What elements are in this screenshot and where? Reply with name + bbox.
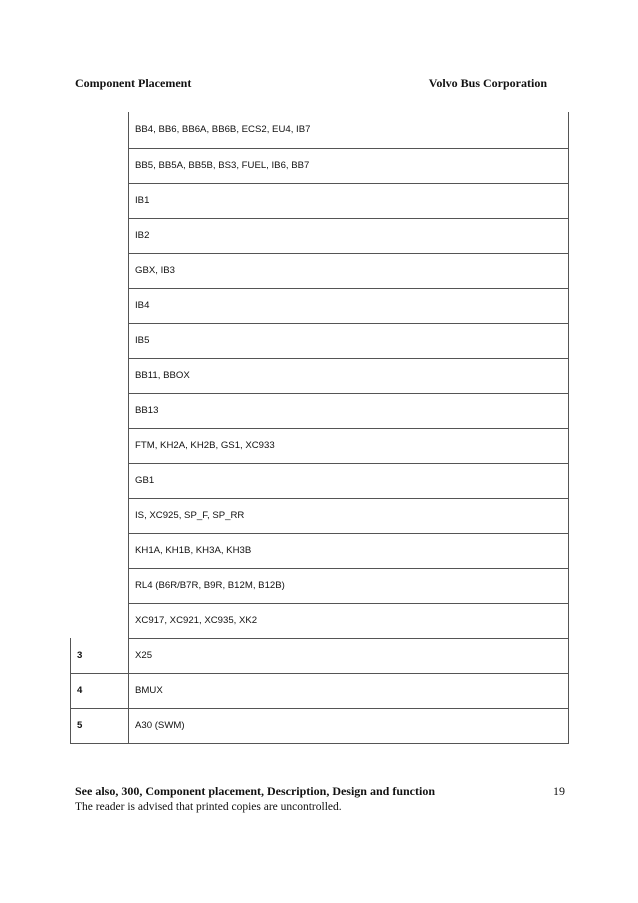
component-table-container (70, 112, 569, 744)
row-number-cell (71, 183, 129, 218)
row-number-cell: 4 (71, 673, 129, 708)
table-row (71, 288, 569, 323)
component-codes-cell: BB11, BBOX (129, 358, 569, 393)
row-number-cell (71, 533, 129, 568)
table-row (71, 638, 569, 673)
component-codes-cell: XC917, XC921, XC935, XK2 (129, 603, 569, 638)
table-row (71, 253, 569, 288)
component-codes-cell: BB4, BB6, BB6A, BB6B, ECS2, EU4, IB7 (129, 112, 569, 148)
table-row (71, 708, 569, 743)
row-number-cell (71, 568, 129, 603)
component-codes-cell: IB2 (129, 218, 569, 253)
table-row (71, 533, 569, 568)
component-codes-cell: IS, XC925, SP_F, SP_RR (129, 498, 569, 533)
component-codes-cell: GBX, IB3 (129, 253, 569, 288)
row-number-cell (71, 148, 129, 183)
component-codes-cell: RL4 (B6R/B7R, B9R, B12M, B12B) (129, 568, 569, 603)
row-number-cell (71, 358, 129, 393)
document-title: Component Placement (75, 76, 192, 90)
disclaimer-text: The reader is advised that printed copies are uncontrolled. (75, 801, 342, 813)
row-number-cell: 5 (71, 708, 129, 743)
table-row (71, 183, 569, 218)
row-number-cell (71, 323, 129, 358)
table-row (71, 218, 569, 253)
row-number-cell (71, 603, 129, 638)
company-name: Volvo Bus Corporation (428, 76, 547, 90)
component-codes-cell: GB1 (129, 463, 569, 498)
table-row (71, 463, 569, 498)
page-number: 19 (553, 784, 565, 798)
table-row (71, 568, 569, 603)
row-number-cell (71, 498, 129, 533)
see-also-reference: See also, 300, Component placement, Description, Design and function (75, 784, 436, 798)
table-row (71, 498, 569, 533)
table-row (71, 393, 569, 428)
component-codes-cell: BB5, BB5A, BB5B, BS3, FUEL, IB6, BB7 (129, 148, 569, 183)
table-row (71, 428, 569, 463)
table-row (71, 112, 569, 148)
page-footer (75, 784, 565, 813)
table-row (71, 358, 569, 393)
row-number-cell (71, 428, 129, 463)
row-number-cell: 3 (71, 638, 129, 673)
table-row (71, 673, 569, 708)
table-row (71, 603, 569, 638)
component-table (70, 112, 569, 744)
table-row (71, 323, 569, 358)
row-number-cell (71, 393, 129, 428)
component-codes-cell: IB5 (129, 323, 569, 358)
component-codes-cell: BMUX (129, 673, 569, 708)
row-number-cell (71, 112, 129, 148)
component-codes-cell: X25 (129, 638, 569, 673)
component-codes-cell: A30 (SWM) (129, 708, 569, 743)
component-codes-cell: FTM, KH2A, KH2B, GS1, XC933 (129, 428, 569, 463)
component-codes-cell: BB13 (129, 393, 569, 428)
row-number-cell (71, 218, 129, 253)
table-row (71, 148, 569, 183)
row-number-cell (71, 463, 129, 498)
row-number-cell (71, 253, 129, 288)
component-codes-cell: KH1A, KH1B, KH3A, KH3B (129, 533, 569, 568)
page-header (75, 76, 547, 94)
component-codes-cell: IB1 (129, 183, 569, 218)
row-number-cell (71, 288, 129, 323)
component-codes-cell: IB4 (129, 288, 569, 323)
